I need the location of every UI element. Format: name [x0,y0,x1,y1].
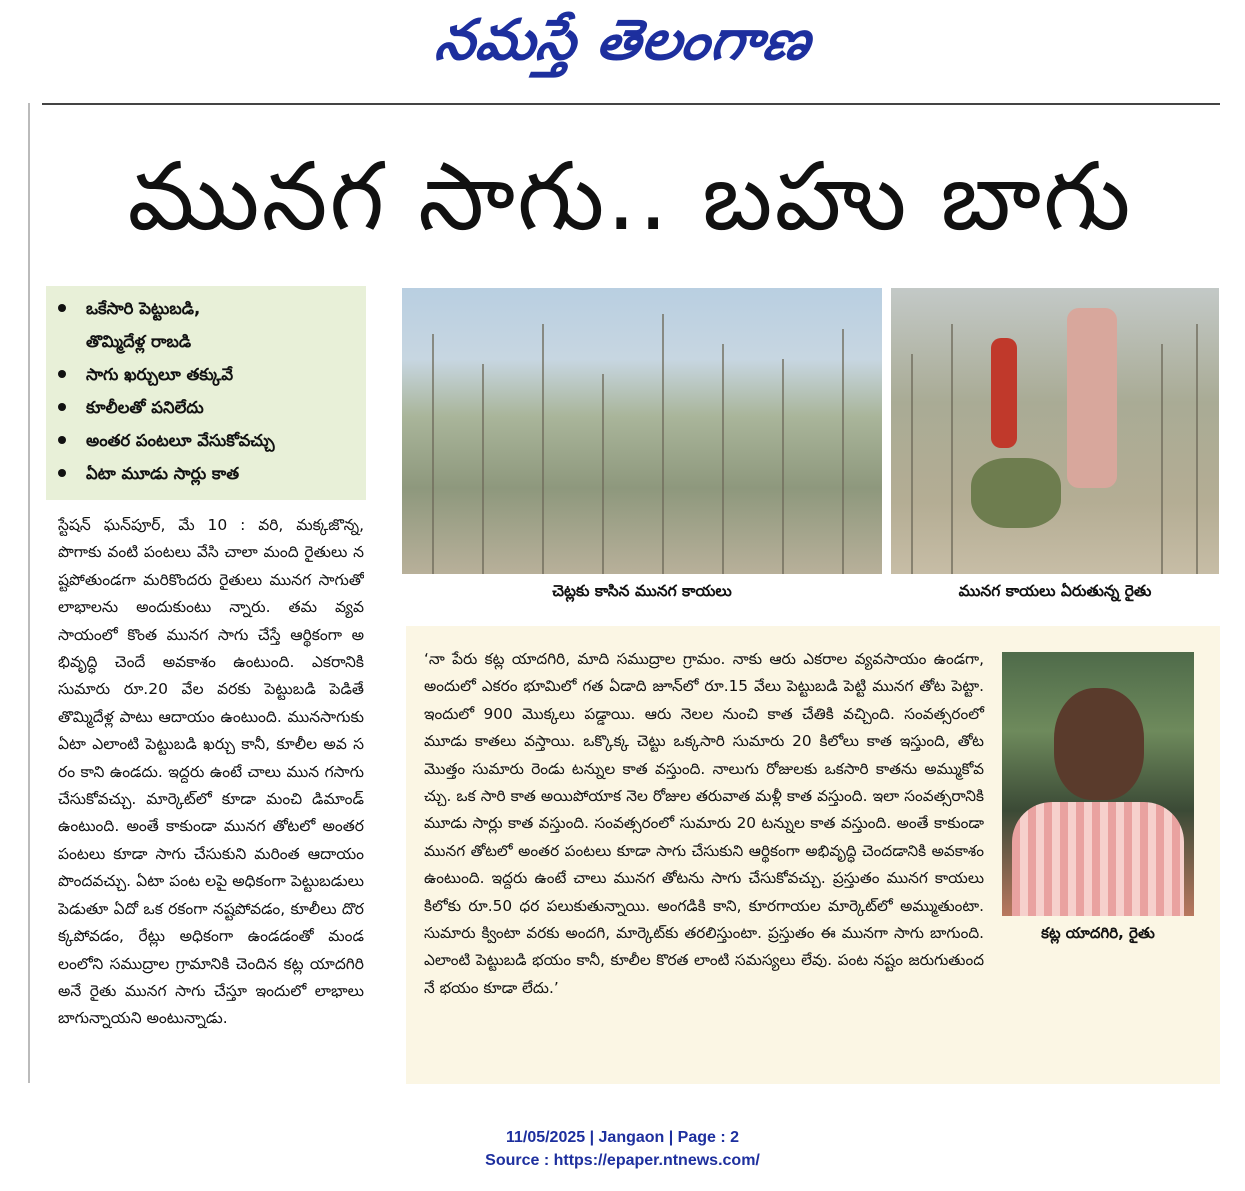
page-footer [0,1126,1245,1172]
highlight-text: ఏటా మూడు సార్లు కాత [86,464,240,483]
highlight-text: కూలీలతో పనిలేదు [86,398,204,417]
footer-source: Source : https://epaper.ntnews.com/ [485,1152,760,1169]
bullet-icon [58,370,66,378]
highlight-item [46,391,366,424]
highlight-item [46,358,366,391]
bullet-icon [58,304,66,312]
photo-detail [782,359,784,574]
bullet-icon [58,403,66,411]
highlight-item [46,424,366,457]
photo-detail [602,374,604,574]
highlights-box [46,286,366,500]
highlights-list [46,286,366,490]
masthead-logo: నమస్తే తెలంగాణ [431,8,816,73]
farmer-portrait [1002,652,1194,916]
photo-detail [722,344,724,574]
highlight-text: ఒకేసారి పెట్టుబడి, [86,299,201,318]
photo-detail [951,324,953,574]
highlight-item [46,292,366,325]
photo-detail [662,314,664,574]
masthead [0,0,1245,95]
highlight-text: తొమ్మిదేళ్ల రాబడి [86,332,192,351]
bullet-icon [58,469,66,477]
left-border [28,103,30,1083]
farmer-figure [1067,308,1117,488]
farmer-quote-text: ‘నా పేరు కట్ల యాదగిరి, మాది సముద్రాల గ్రామం. నాకు ఆరు ఎకరాల వ్యవసాయం ఉండగా, అందులో ఎకరం భూమిలో గత ఏడాది జూన్‌లో రూ.15 వేలు పెట్టుబడి పెట్టి మునగ తోట పెట్టా. ఇందులో 900 మొక్కలు పడ్డాయి. ఆరు నెలల నుంచి కాత చేతికి వచ్చింది. సంవత్సరంలో మూడు కాతలు వస్తాయి. ఒక్కొక్క చెట్టు ఒక్కసారి సుమారు 20 కిలోలు కాత ఇస్తుంది, తోట మొత్తం సుమారు రెండు టన్నుల కాత వస్తుంది. నాలుగు రోజులకు ఒకసారి కాతను అమ్ముకోవచ్చు. ఒక సారి కాత అయిపోయాక నెల రోజుల తరువాత మళ్లీ కాత వస్తుంది. ఇలా సంవత్సరానికి మూడు సార్లు కాత వస్తుంది. సంవత్సరంలో సుమారు 20 టన్నుల కాత వస్తుంది. అంతే కాకుండా మునగ తోటలో అంతర పంటలు కూడా సాగు చేసుకుని ఆర్థికంగా అభివృద్ధి చెందడానికి అవకాశం ఉంటుంది. ఇద్దరు ఉంటే చాలు మునగ తోటను సాగు చేసుకోవచ్చు. ప్రస్తుతం మునగ కాయలు కిలోకు రూ.50 ధర పలుకుతున్నాయి. అంగడికి కాని, కూరగాయల మార్కెట్‌లో అమ్ముతుంటా. సుమారు క్వింటా వరకు అందగి, మార్కెట్‌కు తరలిస్తుంటా. ప్రస్తుతం ఈ మునగా సాగు బాగుంది. ఎలాంటి పెట్టుబడి భయం కానీ, కూలీల కొరత లాంటి సమస్యలు లేవు. పంట నష్టం జరుగుతుందనే భయం కూడా లేదు.’ [424,650,984,997]
highlight-text: అంతర పంటలూ వేసుకోవచ్చు [86,431,275,450]
photo-detail [542,324,544,574]
photo2-caption: మునగ కాయలు ఏరుతున్న రైతు [958,582,1152,600]
highlight-item [46,325,366,358]
portrait-face [1054,688,1144,800]
photo-farmers-harvesting [891,288,1219,574]
bullet-icon [58,436,66,444]
farmer-figure [991,338,1017,448]
highlight-text: సాగు ఖర్చులూ తక్కువే [86,365,234,384]
photo-detail [842,329,844,574]
photo-detail [432,334,434,574]
photo-detail [482,364,484,574]
article-headline: మునగ సాగు.. బహు బాగు [127,143,1133,252]
article-body: స్టేషన్ ఘన్‌పూర్, మే 10 : వరి, మక్కజొన్న, పొగాకు వంటి పంటలు వేసి చాలా మంది రైతులు నష్టపోతుండగా మరికొందరు రైతులు మునగ సాగుతో లాభాలను అందుకుంటు న్నారు. తమ వ్యవసాయంలో కొంత మునగ సాగు చేస్తే ఆర్థికంగా అభివృద్ధి చెందే అవకాశం ఉంటుంది. ఎకరానికి సుమారు రూ.20 వేల వరకు పెట్టుబడి పెడితే తొమ్మిదేళ్ల పాటు ఆదాయం ఉంటుంది. మునసాగుకు ఏటా ఎలాంటి పెట్టుబడి ఖర్చు కానీ, కూలీల అవ సరం కాని ఉండదు. ఇద్దరు ఉంటే చాలు మున గసాగు చేసుకోవచ్చు. మార్కెట్‌లో కూడా మంచి డిమాండ్ ఉంటుంది. అంతే కాకుండా మునగ తోటలో అంతర పంటలు కూడా సాగు చేసుకుని మరింత ఆదాయం పొందవచ్చు. ఏటా పంట లపై అధికంగా పెట్టుబడులు పెడుతూ ఏదో ఒక రకంగా నష్టపోవడం, కూలీలు దొరక్కపోవడం, రేట్లు అధికంగా ఉండడంతో మండలంలోని సముద్రాల గ్రామానికి చెందిన కట్ల యాదగిరి అనే రైతు మునగ సాగు చేస్తూ ఇందులో లాభాలు బాగున్నాయని అంటున్నాడు. [58,516,364,1028]
photo-detail [1161,344,1163,574]
highlight-item [46,457,366,490]
portrait-shirt [1012,802,1184,916]
portrait-caption: కట్ల యాదగిరి, రైతు [1041,924,1155,942]
photo1-caption: చెట్లకు కాసిన మునగ కాయలు [552,582,732,600]
photo-detail [1196,324,1198,574]
photo-detail [911,354,913,574]
footer-date-edition: 11/05/2025 | Jangaon | Page : 2 [505,1129,740,1146]
top-rule [42,103,1220,105]
photo-drumstick-trees [402,288,882,574]
farmer-quote-box [406,626,1220,1084]
harvest-pile [971,458,1061,528]
